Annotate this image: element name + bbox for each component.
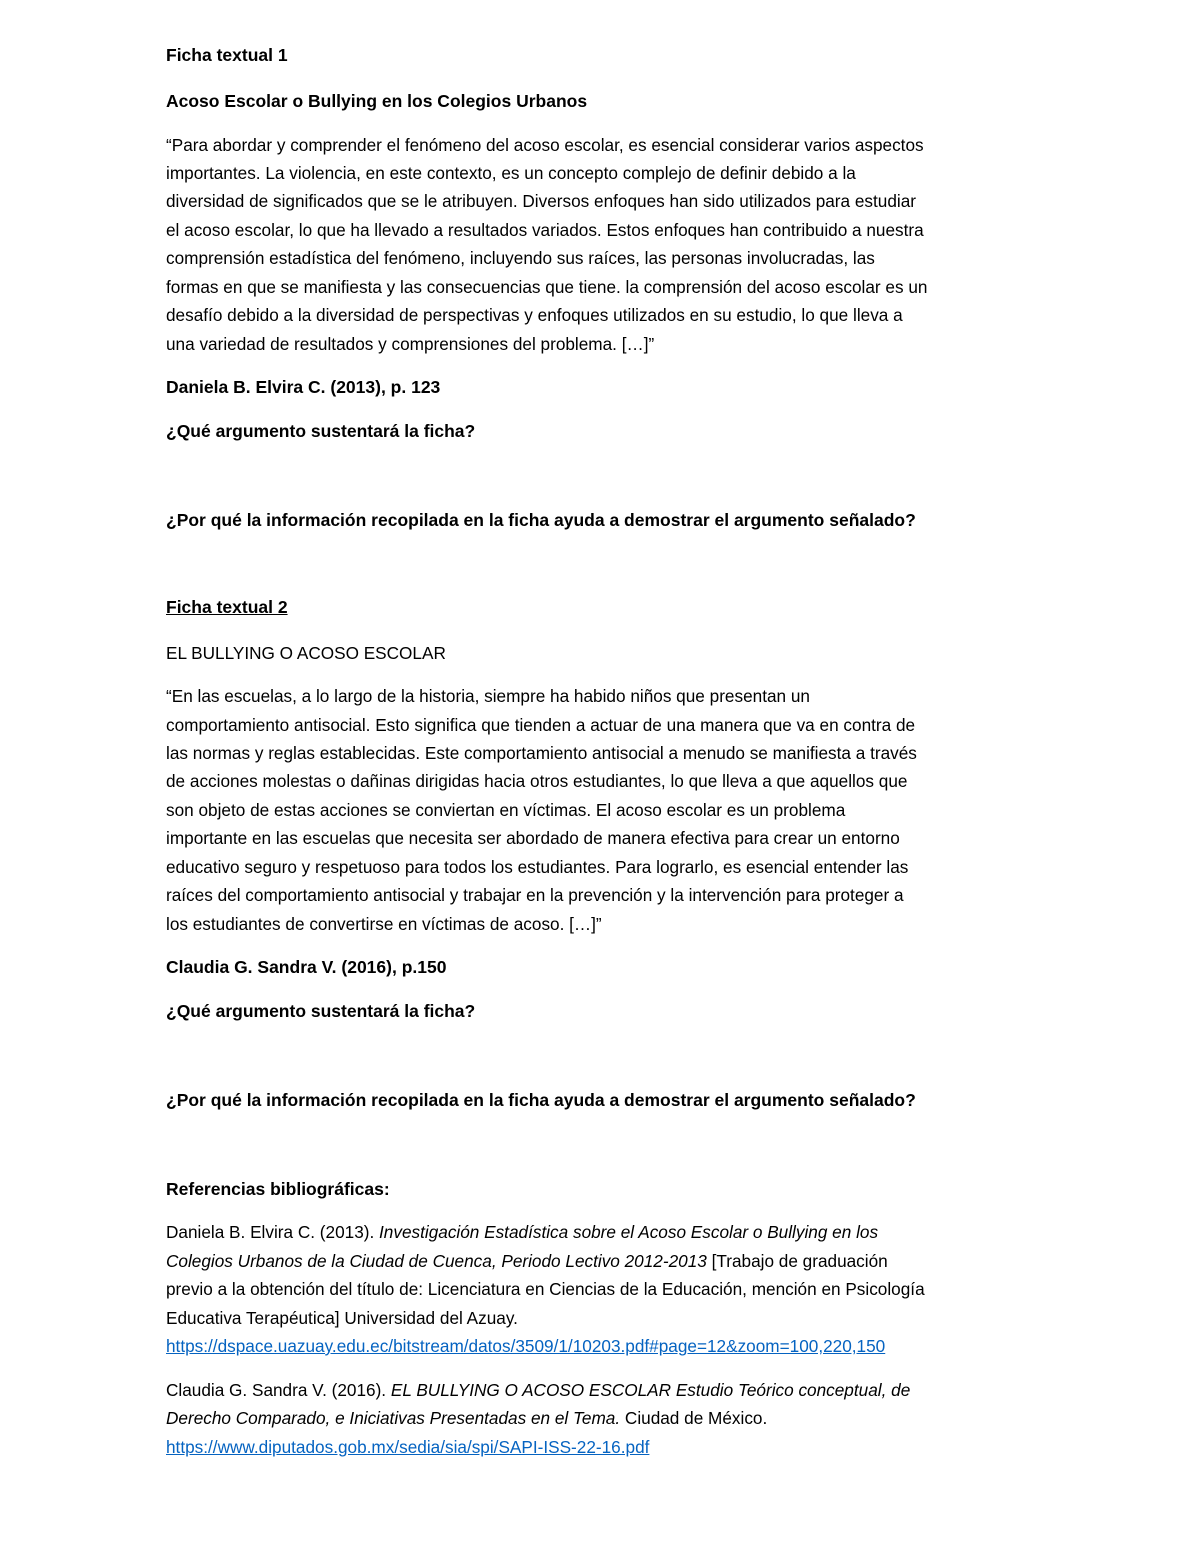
quote-line: desafío debido a la diversidad de perspectivas y enfoques utilizados en su estudio, lo que lleva a	[166, 305, 903, 325]
reference-line	[166, 1333, 885, 1359]
reference-author: Claudia G. Sandra V. (2016).	[166, 1380, 391, 1400]
ficha2-question-why: ¿Por qué la información recopilada en la ficha ayuda a demostrar el argumento señalado?	[166, 1090, 916, 1110]
quote-line: comprensión estadística del fenómeno, incluyendo sus raíces, las personas involucradas, las	[166, 248, 875, 268]
ficha2-citation: Claudia G. Sandra V. (2016), p.150	[166, 957, 447, 977]
quote-line: de acciones molestas o dañinas dirigidas hacia otros estudiantes, lo que lleva a que aquellos que	[166, 771, 908, 791]
reference-url-link[interactable]: https://www.diputados.gob.mx/sedia/sia/spi/SAPI-ISS-22-16.pdf	[166, 1437, 650, 1457]
ficha1-question-why: ¿Por qué la información recopilada en la ficha ayuda a demostrar el argumento señalado?	[166, 510, 916, 530]
reference-line	[166, 1219, 878, 1245]
quote-line: una variedad de resultados y comprensiones del problema. […]”	[166, 334, 655, 354]
ficha2-question-argument: ¿Qué argumento sustentará la ficha?	[166, 1001, 476, 1021]
reference-text: Ciudad de México.	[620, 1408, 768, 1428]
quote-line: educativo seguro y respetuoso para todos los estudiantes. Para lograrlo, es esencial entender las	[166, 857, 909, 877]
reference-line	[166, 1405, 767, 1431]
quote-line: importante en las escuelas que necesita ser abordado de manera efectiva para crear un entorno	[166, 828, 900, 848]
ficha2-subtitle: EL BULLYING O ACOSO ESCOLAR	[166, 643, 446, 663]
ficha1-question-argument: ¿Qué argumento sustentará la ficha?	[166, 421, 476, 441]
quote-line: “Para abordar y comprender el fenómeno del acoso escolar, es esencial considerar varios aspectos	[166, 135, 924, 155]
ficha1-citation: Daniela B. Elvira C. (2013), p. 123	[166, 377, 441, 397]
reference-line	[166, 1248, 888, 1274]
reference-title: Derecho Comparado, e Iniciativas Presentadas en el Tema.	[166, 1408, 621, 1428]
quote-line: el acoso escolar, lo que ha llevado a resultados variados. Estos enfoques han contribuido a nuestra	[166, 220, 924, 240]
quote-line: importantes. La violencia, en este contexto, es un concepto complejo de definir debido a la	[166, 163, 856, 183]
reference-line	[166, 1434, 649, 1460]
references-heading: Referencias bibliográficas:	[166, 1179, 390, 1199]
quote-line: los estudiantes de convertirse en víctimas de acoso. […]”	[166, 914, 602, 934]
reference-text: [Trabajo de graduación	[706, 1251, 888, 1271]
quote-line: las normas y reglas establecidas. Este comportamiento antisocial a menudo se manifiesta a través	[166, 743, 917, 763]
ficha1-subtitle: Acoso Escolar o Bullying en los Colegios Urbanos	[166, 91, 588, 111]
quote-line: comportamiento antisocial. Esto significa que tienden a actuar de una manera que va en contra de	[166, 715, 916, 735]
reference-title: Colegios Urbanos de la Ciudad de Cuenca, Periodo Lectivo 2012-2013	[166, 1251, 707, 1271]
reference-author: Daniela B. Elvira C. (2013).	[166, 1222, 380, 1242]
quote-line: son objeto de estas acciones se conviertan en víctimas. El acoso escolar es un problema	[166, 800, 846, 820]
reference-line	[166, 1377, 910, 1403]
reference-url-link[interactable]: https://dspace.uazuay.edu.ec/bitstream/datos/3509/1/10203.pdf#page=12&zoom=100,220,150	[166, 1336, 886, 1356]
reference-title: Investigación Estadística sobre el Acoso Escolar o Bullying en los	[379, 1222, 879, 1242]
ficha1-title: Ficha textual 1	[166, 45, 288, 65]
quote-line: formas en que se manifiesta y las consecuencias que tiene. la comprensión del acoso escolar es un	[166, 277, 928, 297]
reference-line: previo a la obtención del título de: Licenciatura en Ciencias de la Educación, mención en Psicología	[166, 1279, 925, 1299]
quote-line: “En las escuelas, a lo largo de la historia, siempre ha habido niños que presentan un	[166, 686, 810, 706]
quote-line: diversidad de significados que se le atribuyen. Diversos enfoques han sido utilizados para estudiar	[166, 191, 917, 211]
reference-line: Educativa Terapéutica] Universidad del Azuay.	[166, 1308, 518, 1328]
quote-line: raíces del comportamiento antisocial y trabajar en la prevención y la intervención para proteger a	[166, 885, 904, 905]
ficha2-title: Ficha textual 2	[166, 597, 288, 617]
reference-title: EL BULLYING O ACOSO ESCOLAR Estudio Teórico conceptual, de	[390, 1380, 911, 1400]
